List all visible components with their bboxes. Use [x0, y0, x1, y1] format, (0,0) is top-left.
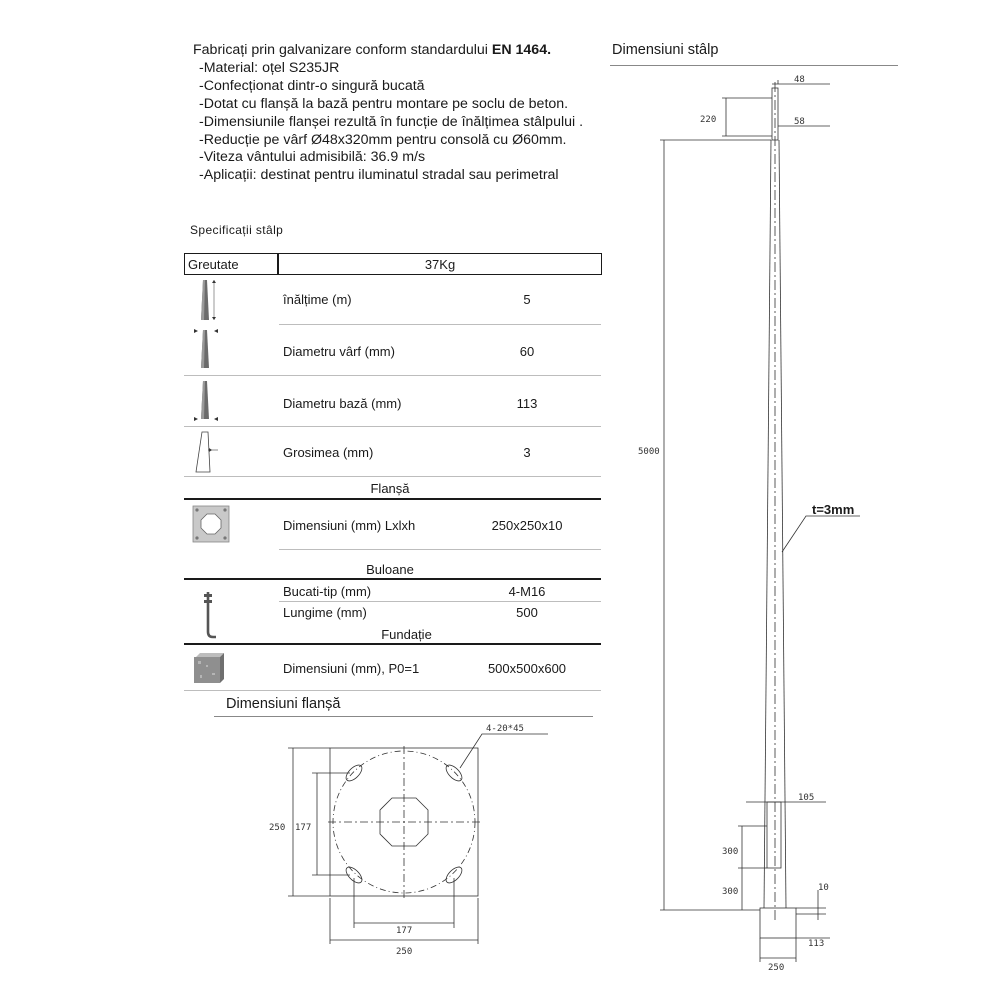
- flange-header: Flanșă: [370, 481, 410, 496]
- pole-top-diameter-icon: [192, 328, 220, 375]
- plate-width-dim: 250: [768, 963, 785, 973]
- description-item: -Dotat cu flanșă la bază pentru montare pe soclu de beton.: [199, 95, 569, 112]
- thickness-note: t=3mm: [812, 502, 855, 517]
- description-item: -Viteza vântului admisibilă: 36.9 m/s: [199, 149, 426, 166]
- weight-label: Greutate: [188, 257, 239, 272]
- top-diameter-dim: 48: [794, 75, 805, 85]
- pole-drawing: [630, 70, 880, 980]
- plate-thickness-dim: 10: [818, 883, 829, 893]
- pole-base-diameter-icon: [192, 379, 220, 428]
- weight-value: 37Kg: [424, 257, 456, 272]
- standard-name: EN 1464.: [491, 42, 552, 58]
- top-length-dim: 220: [700, 115, 717, 125]
- door-height-dim: 300: [722, 847, 739, 857]
- shaft-top-dim: 58: [794, 117, 805, 127]
- description-item: -Dimensiunile flanșei rezultă în funcție de înălțimea stâlpului .: [199, 113, 584, 130]
- pole-thickness-value: 3: [523, 445, 531, 460]
- flange-height-dim: 250: [269, 823, 286, 833]
- base-plate: [760, 908, 796, 938]
- base-diameter-dim: 113: [808, 939, 825, 949]
- description-line-standard: Fabricați prin galvanizare conform standardului EN 1464.: [193, 42, 552, 58]
- foundation-header: Fundație: [381, 627, 432, 642]
- foundation-value: 500x500x600: [487, 661, 567, 676]
- bolts-length-value: 500: [516, 605, 538, 620]
- bolts-length-label: Lungime (mm): [283, 605, 367, 620]
- pole-height-label: înălțime (m): [283, 292, 352, 307]
- spec-title: Specificații stâlp: [190, 223, 284, 237]
- anchor-bolt-icon: [198, 588, 218, 645]
- door-offset-dim: 300: [722, 887, 739, 897]
- flange-drawing: [260, 718, 560, 963]
- flange-drawing-title: Dimensiuni flanșă: [226, 696, 341, 712]
- description-item: -Aplicații: destinat pentru iluminatul stradal sau perimetral: [199, 167, 559, 184]
- door-width-dim: 105: [798, 793, 815, 803]
- description-item: -Material: oțel S235JR: [199, 59, 340, 76]
- hole-note: 4-20*45: [486, 724, 524, 734]
- pole-drawing-title: Dimensiuni stâlp: [612, 42, 719, 58]
- bolts-type-value: 4-M16: [508, 584, 546, 599]
- foundation-label: Dimensiuni (mm), P0=1: [283, 661, 420, 676]
- flange-label: Dimensiuni (mm) Lxlxh: [283, 518, 416, 533]
- hole-spacing-v-dim: 177: [295, 823, 312, 833]
- flange-value: 250x250x10: [491, 518, 563, 533]
- pole-top-diameter-label: Diametru vârf (mm): [283, 344, 395, 359]
- flange-width-dim: 250: [396, 947, 413, 957]
- bolts-header: Buloane: [366, 562, 414, 577]
- pole-thickness-label: Grosimea (mm): [283, 445, 374, 460]
- pole-base-diameter-label: Diametru bază (mm): [283, 396, 402, 411]
- pole-base-diameter-value: 113: [516, 396, 538, 411]
- description-item: -Confecționat dintr-o singură bucată: [199, 77, 425, 94]
- bolts-type-label: Bucati-tip (mm): [283, 584, 372, 599]
- product-description: [193, 42, 583, 185]
- hole-spacing-h-dim: 177: [396, 926, 413, 936]
- flange-plate-icon: [192, 505, 230, 548]
- weight-row: [184, 253, 602, 275]
- total-height-dim: 5000: [638, 447, 660, 457]
- foundation-block-icon: [190, 651, 226, 690]
- pole-top-diameter-value: 60: [519, 344, 535, 359]
- description-item: -Reducție pe vârf Ø48x320mm pentru consolă cu Ø60mm.: [199, 131, 567, 148]
- pole-height-icon: [192, 278, 220, 327]
- pole-height-value: 5: [523, 292, 531, 307]
- pole-thickness-icon: [192, 430, 220, 479]
